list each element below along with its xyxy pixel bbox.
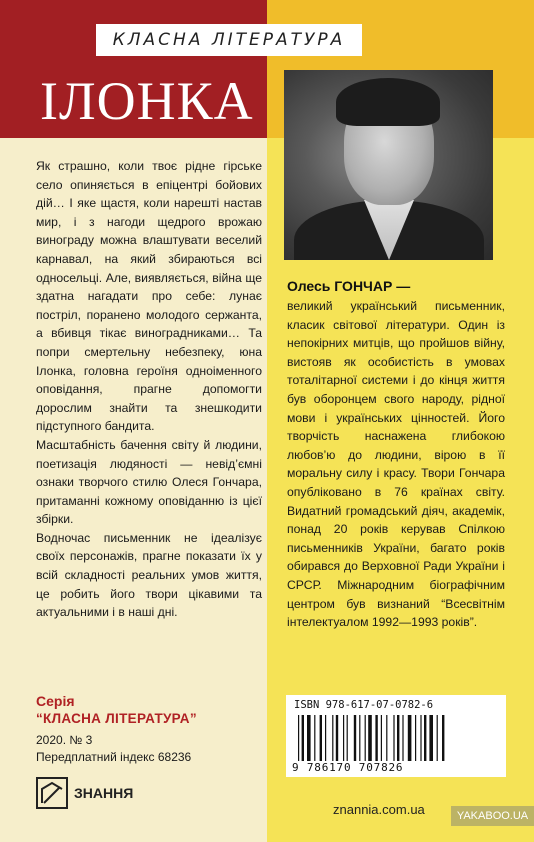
watermark: YAKABOO.UA bbox=[451, 806, 534, 826]
subscription-index: Передплатний індекс 68236 bbox=[36, 750, 192, 764]
series-label: Серія bbox=[36, 693, 75, 709]
series-banner bbox=[96, 24, 362, 56]
publisher-logo bbox=[36, 777, 133, 809]
series-name: “КЛАСНА ЛІТЕРАТУРА” bbox=[36, 711, 197, 726]
blurb-paragraph-2: Масштабність бачення світу й людини, поетизація людяності — невід’ємні ознаки творчого стилю Олеся Гончара, притаманні кожному оповіданню із цієї збірки. bbox=[36, 437, 262, 527]
book-blurb bbox=[36, 157, 262, 622]
blurb-paragraph-3: Водночас письменник не ідеалізує своїх персонажів, прагне показати їх у всій складності реальних умов життя, це робить його твори цікавими та актуальними і в наші дні. bbox=[36, 530, 262, 620]
znannia-logo-icon bbox=[36, 777, 68, 809]
author-bio: великий український письменник, класик світової літератури. Один із непокірних митців, що пройшов війну, вистояв як особистість в умовах тоталітарної системи і до кінця життя був оборонцем свого народу, рідної мови і українських цінностей. Його творчість наснажена глибокою любов’ю до людини, вірою в її моральну силу і красу. Твори Гончара опубліковано в 76 країнах світу. Видатний громадський діяч, академік, понад 20 років керував Спілкою письменників України, багато років обирався до Верховної Ради України і СРСР. Міжнародним біографічним центром був визнаний “Всесвітнім інтелектуалом 1992—1993 років”. bbox=[287, 299, 505, 630]
series-issue: 2020. № 3 bbox=[36, 733, 93, 747]
publisher-url: znannia.com.ua bbox=[333, 802, 425, 817]
series-banner-text: КЛАСНА ЛІТЕРАТУРА bbox=[112, 30, 346, 50]
barcode-number: 9 786170 707826 bbox=[292, 761, 404, 774]
photo-hair-shape bbox=[336, 78, 440, 126]
barcode-bars bbox=[298, 715, 494, 761]
isbn-text: ISBN 978-617-07-0782-6 bbox=[294, 699, 434, 711]
author-photo bbox=[284, 70, 493, 260]
book-title: ІЛОНКА bbox=[40, 71, 254, 131]
author-name: Олесь ГОНЧАР — bbox=[287, 278, 411, 294]
blurb-paragraph-1: Як страшно, коли твоє рідне гірське село опиняється в епіцентрі бойових дій… І яке щастя, коли нарешті настав мир, і з нагоди щедрого врожаю винограду можна влаштувати веселий карнавал, на який збираються всі односельці. Але, виявляється, війна ще здатна нагадати про себе: лунає постріл, поранено молодого сержанта, а вбивця тікає виноградниками… Та попри смертельну небезпеку, юна Ілонка, головна героїня одноіменного оповідання, прагне допомогти дорослим знайти та знешкодити підступного бандита. bbox=[36, 159, 262, 434]
publisher-name: ЗНАННЯ bbox=[74, 785, 134, 801]
barcode-block bbox=[286, 695, 506, 777]
